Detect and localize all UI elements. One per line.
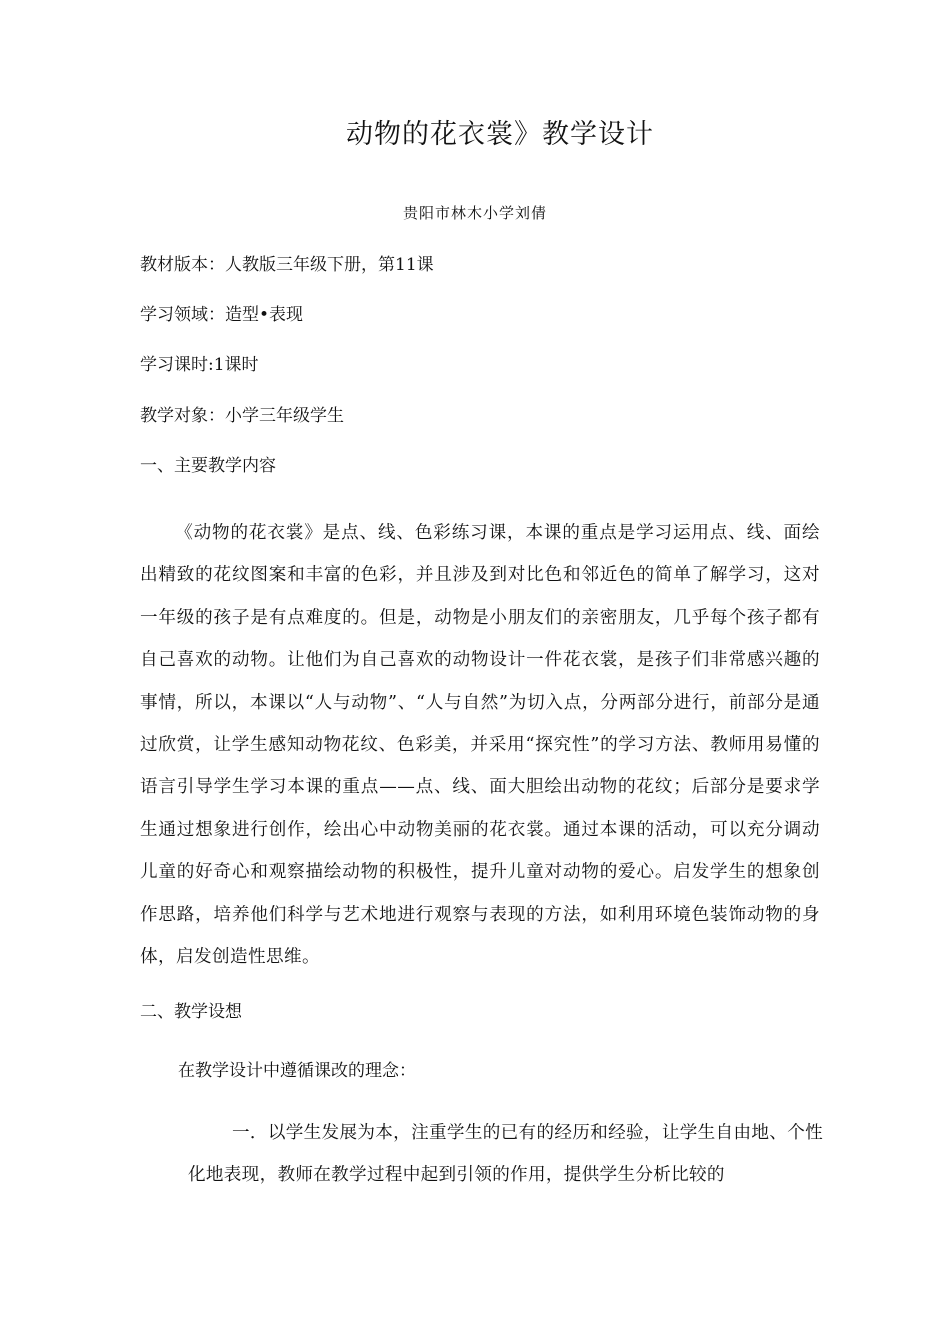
section-heading-teaching-ideas: 二、教学设想	[140, 1002, 242, 1022]
meta-textbook: 教材版本：人教版三年级下册，第11课	[140, 255, 434, 275]
meta-domain: 学习领域：造型•表现	[140, 305, 304, 325]
section-paragraph-main-content: 《动物的花衣裳》是点、线、色彩练习课，本课的重点是学习运用点、线、面绘出精致的花纹图案和丰富的色彩，并且涉及到对比色和邻近色的简单了解学习，这对一年级的孩子是有点难度的。但是，动物是小朋友们的亲密朋友，几乎每个孩子都有自己喜欢的动物。让他们为自己喜欢的动物设计一件花衣裳，是孩子们非常感兴趣的事情，所以，本课以“人与动物”、“人与自然”为切入点，分两部分进行，前部分是通过欣赏，让学生感知动物花纹、色彩美，并采用“探究性”的学习方法、教师用易懂的语言引导学生学习本课的重点——点、线、面大胆绘出动物的花纹；后部分是要求学生通过想象进行创作，绘出心中动物美丽的花衣裳。通过本课的活动，可以充分调动儿童的好奇心和观察描绘动物的积极性，提升儿童对动物的爱心。启发学生的想象创作思路，培养他们科学与艺术地进行观察与表现的方法，如利用环境色装饰动物的身体，启发创造性思维。	[140, 523, 820, 968]
list-item: 一．以学生发展为本，注重学生的已有的经历和经验，让学生自由地、个性化地表现，教师在教学过程中起到引领的作用，提供学生分析比较的	[188, 1123, 823, 1185]
author-line: 贵阳市林木小学刘倩	[402, 204, 547, 222]
meta-hours: 学习课时:1课时	[140, 355, 259, 375]
document-title: 动物的花衣裳》教学设计	[346, 119, 654, 150]
meta-audience: 教学对象：小学三年级学生	[140, 406, 344, 426]
teaching-ideas-intro: 在教学设计中遵循课改的理念：	[178, 1061, 416, 1081]
section-heading-main-content: 一、主要教学内容	[140, 456, 276, 476]
